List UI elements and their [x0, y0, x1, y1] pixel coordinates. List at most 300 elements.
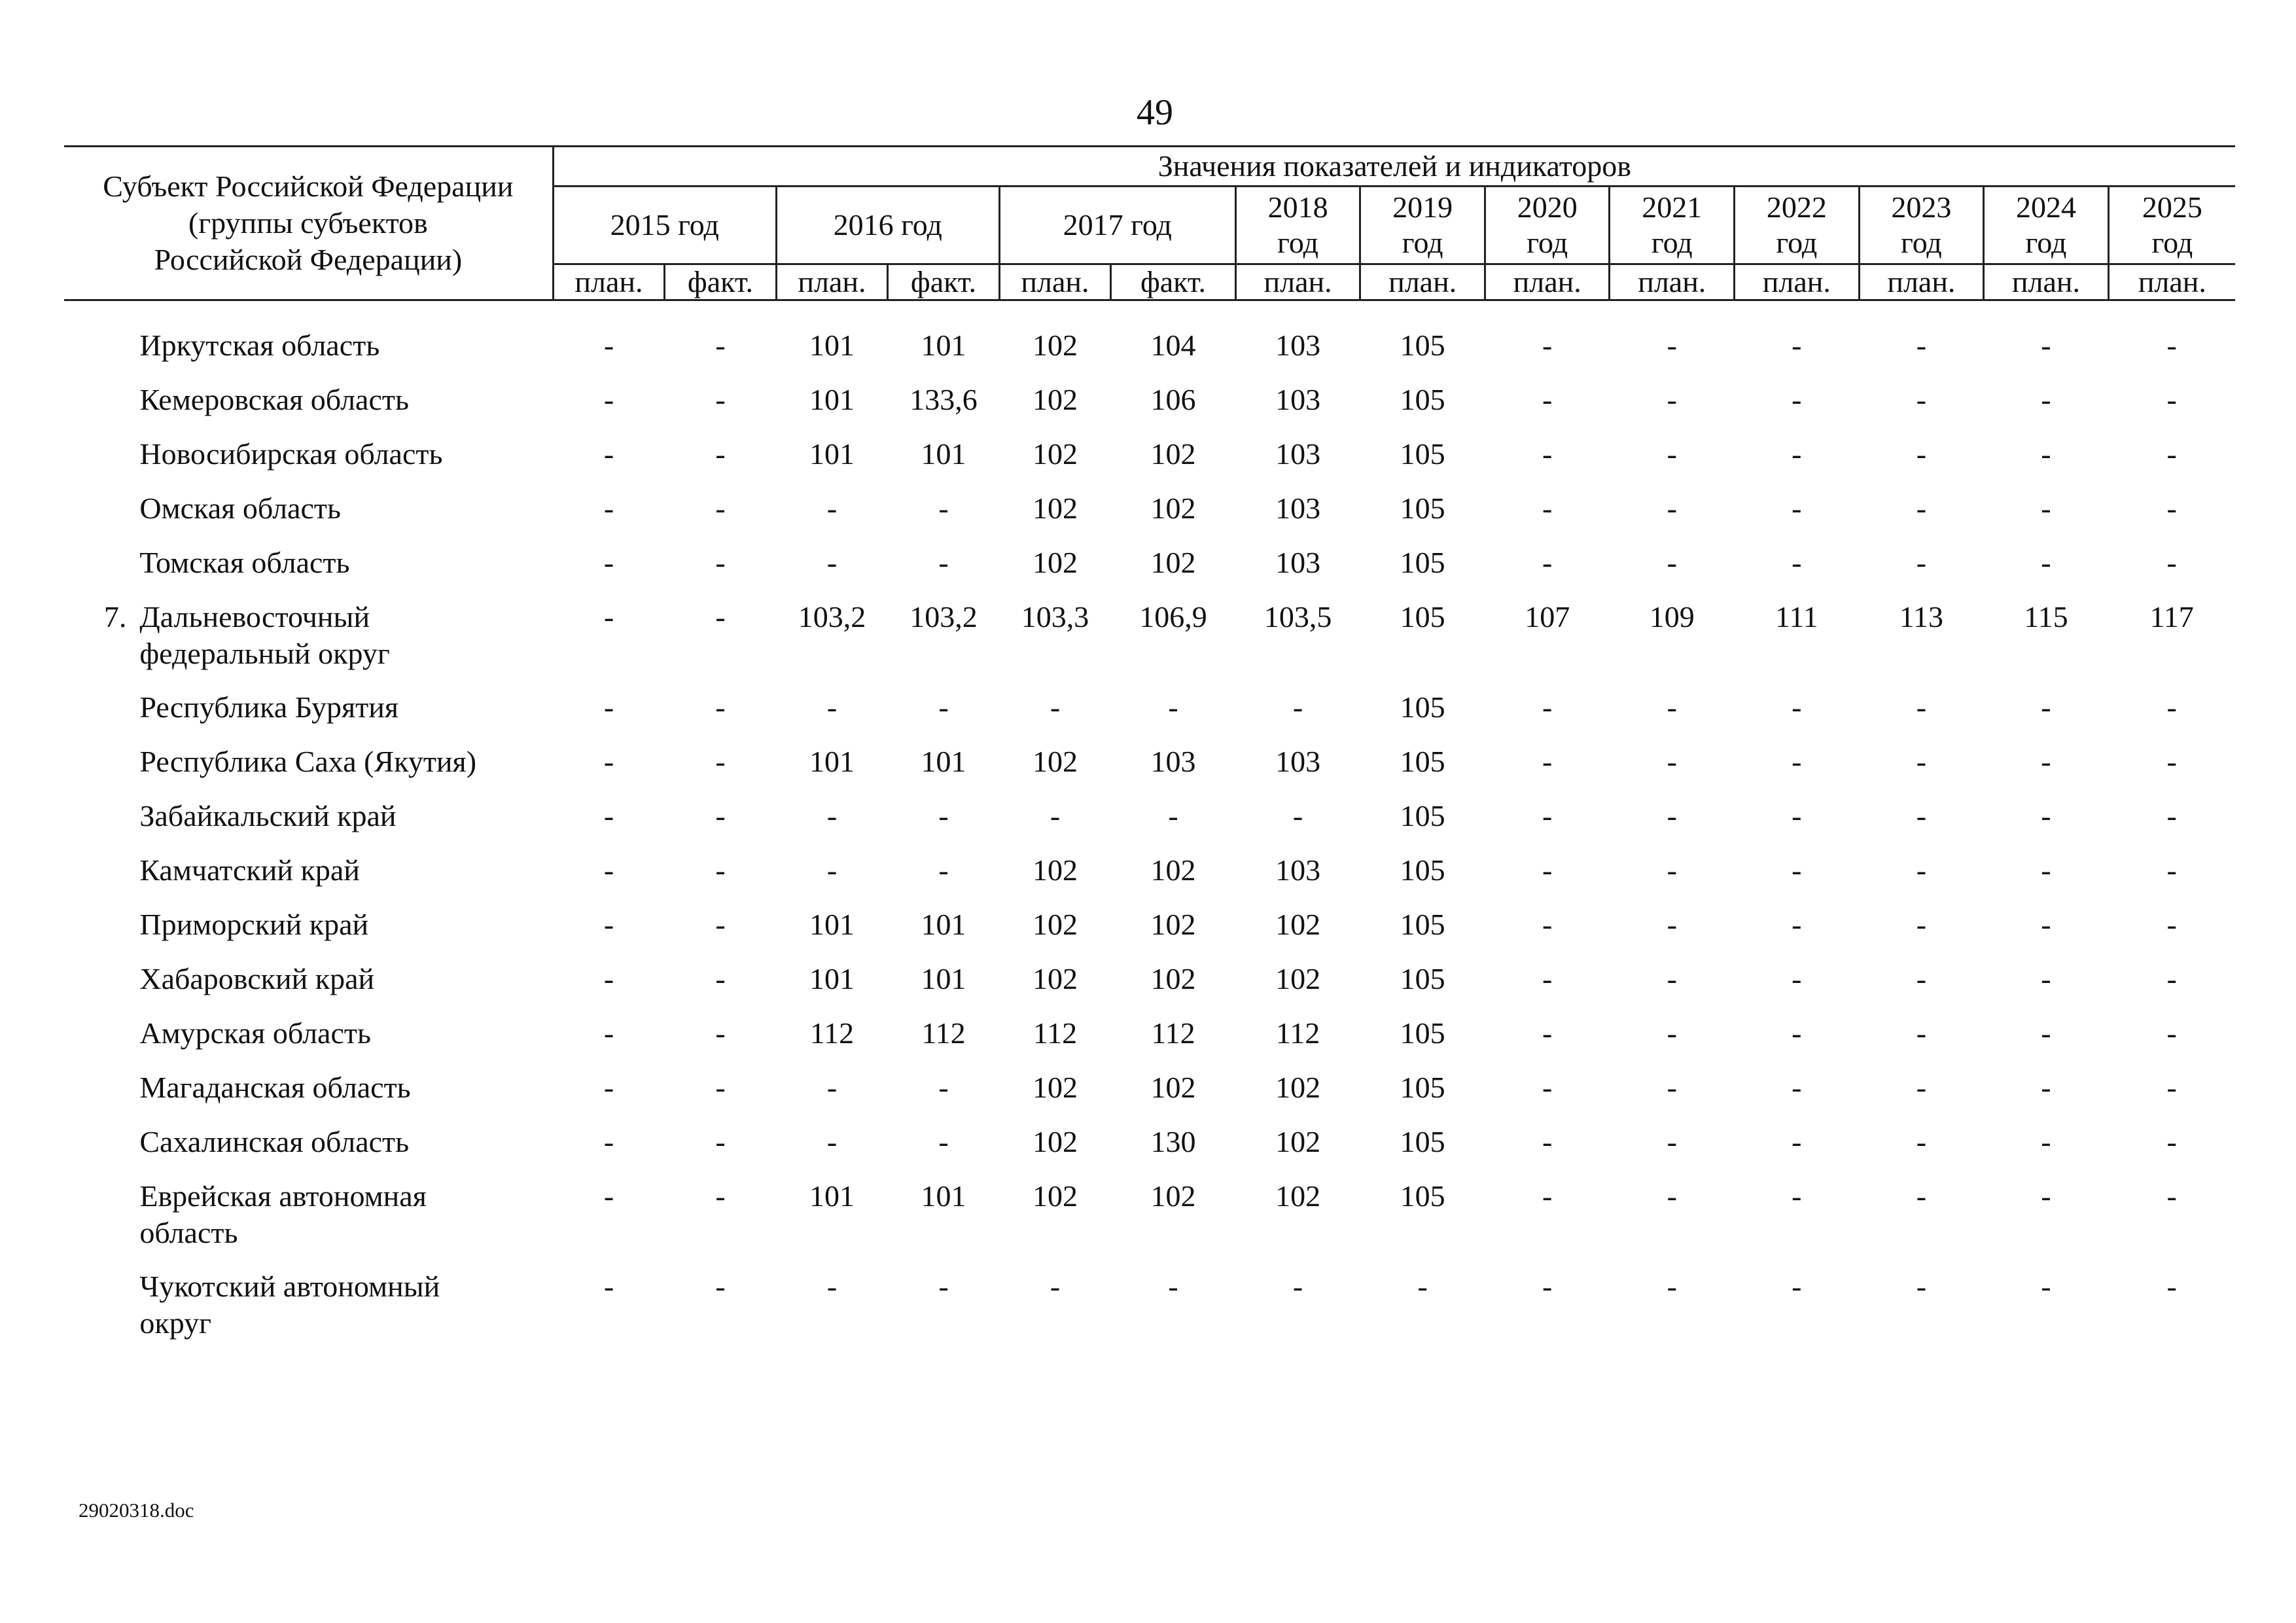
subheader-cell: план.: [1360, 264, 1485, 300]
value-cell: -: [603, 546, 614, 579]
subheader-cell: факт.: [665, 264, 777, 300]
value-cell: -: [1542, 1071, 1553, 1104]
value-cell: 102: [1275, 1179, 1321, 1213]
value-cell: 105: [1400, 745, 1445, 778]
indicators-group-header: Значения показателей и индикаторов: [553, 147, 2235, 187]
value-cell: -: [715, 690, 726, 724]
table-row: [64, 852, 2235, 906]
row-number: [64, 1069, 139, 1124]
value-cell: -: [2166, 1125, 2177, 1158]
value-cell: 115: [2024, 600, 2068, 633]
value-cell: 105: [1400, 491, 1445, 525]
value-cell: 102: [1150, 853, 1196, 887]
row-number: [64, 906, 139, 961]
value-cell: -: [938, 1125, 949, 1158]
value-cell: 101: [809, 329, 855, 362]
value-cell: -: [1667, 1016, 1677, 1050]
value-cell: -: [938, 546, 949, 579]
value-cell: 105: [1400, 962, 1445, 995]
table-row: [64, 599, 2235, 689]
subject-column-header: [64, 147, 553, 300]
value-cell: -: [603, 329, 614, 362]
year-header-2015: 2015 год: [553, 187, 776, 264]
value-cell: -: [2041, 1016, 2051, 1050]
row-number: [64, 743, 139, 798]
region-name: [139, 1178, 553, 1268]
value-cell: -: [2166, 437, 2177, 471]
value-cell: -: [715, 1125, 726, 1158]
value-cell: 112: [1033, 1016, 1078, 1050]
value-cell: -: [1667, 1270, 1677, 1303]
year-header-2016: 2016 год: [776, 187, 999, 264]
value-cell: 103,2: [798, 600, 866, 633]
value-cell: 102: [1150, 908, 1196, 941]
value-cell: -: [1792, 1125, 1802, 1158]
value-cell: -: [1916, 853, 1927, 887]
region-name-line-1: Чукотский автономный: [139, 1270, 440, 1303]
value-cell: -: [1667, 853, 1677, 887]
value-cell: -: [715, 1270, 726, 1303]
value-cell: -: [1792, 853, 1802, 887]
value-cell: 105: [1400, 437, 1445, 471]
value-cell: -: [2041, 546, 2051, 579]
value-cell: -: [826, 853, 838, 887]
year-header-2017: 2017 год: [999, 187, 1235, 264]
value-cell: -: [1916, 690, 1927, 724]
value-cell: -: [2166, 853, 2177, 887]
row-number: [64, 544, 139, 599]
value-cell: 101: [921, 962, 966, 995]
value-cell: -: [1417, 1270, 1428, 1303]
value-cell: 130: [1150, 1125, 1196, 1158]
table-row: [64, 382, 2235, 436]
value-cell: -: [1667, 799, 1677, 832]
value-cell: -: [1916, 1125, 1927, 1158]
value-cell: 102: [1275, 908, 1321, 941]
value-cell: 105: [1400, 1125, 1445, 1158]
value-cell: -: [2166, 745, 2177, 778]
value-cell: -: [2166, 329, 2177, 362]
value-cell: 105: [1400, 600, 1445, 633]
table-row: [64, 689, 2235, 743]
value-cell: -: [1542, 329, 1553, 362]
subject-header-line-1: Субъект Российской Федерации: [103, 169, 514, 203]
value-cell: 105: [1400, 690, 1445, 724]
table-header: [64, 145, 2235, 301]
value-cell: 103: [1275, 853, 1321, 887]
value-cell: -: [715, 908, 726, 941]
value-cell: 103,2: [910, 600, 978, 633]
subheader-cell: план.: [2108, 264, 2235, 300]
value-cell: 104: [1150, 329, 1196, 362]
value-cell: -: [603, 1270, 614, 1303]
value-cell: 107: [1525, 600, 1570, 633]
value-cell: 105: [1400, 853, 1445, 887]
value-cell: 101: [809, 908, 855, 941]
value-cell: -: [603, 690, 614, 724]
value-cell: -: [2041, 1125, 2051, 1158]
value-cell: -: [603, 745, 614, 778]
value-cell: 102: [1275, 1071, 1321, 1104]
value-cell: 105: [1400, 383, 1445, 416]
subject-header-line-2: (группы субъектов: [188, 206, 428, 240]
value-cell: -: [1542, 546, 1553, 579]
value-cell: -: [603, 437, 614, 471]
value-cell: -: [1667, 962, 1677, 995]
value-cell: 117: [2149, 600, 2194, 633]
value-cell: -: [2041, 908, 2051, 941]
value-cell: -: [715, 962, 726, 995]
value-cell: -: [603, 600, 614, 633]
value-cell: 102: [1032, 962, 1078, 995]
value-cell: -: [603, 383, 614, 416]
value-cell: -: [715, 491, 726, 525]
value-cell: -: [1667, 908, 1677, 941]
region-name: Амурская область: [139, 1016, 371, 1050]
value-cell: -: [715, 437, 726, 471]
value-cell: -: [1542, 437, 1553, 471]
value-cell: -: [2041, 491, 2051, 525]
value-cell: -: [1667, 437, 1677, 471]
value-cell: -: [1168, 1270, 1178, 1303]
value-cell: 103,3: [1021, 600, 1089, 633]
subheader-cell: план.: [1859, 264, 1984, 300]
value-cell: -: [2166, 1071, 2177, 1104]
value-cell: -: [2041, 1270, 2051, 1303]
value-cell: -: [603, 1125, 614, 1158]
subheader-cell: план.: [1235, 264, 1360, 300]
value-cell: -: [603, 1016, 614, 1050]
value-cell: -: [715, 383, 726, 416]
row-number: [64, 798, 139, 852]
row-number: [64, 1178, 139, 1268]
value-cell: 101: [809, 962, 855, 995]
value-cell: 101: [921, 908, 966, 941]
value-cell: 103: [1275, 546, 1321, 579]
value-cell: 105: [1400, 1071, 1445, 1104]
value-cell: -: [826, 546, 838, 579]
subheader-cell: план.: [776, 264, 888, 300]
subject-header-line-3: Российской Федерации): [154, 243, 463, 276]
table-row: [64, 1178, 2235, 1268]
value-cell: 103,5: [1263, 600, 1332, 633]
value-cell: -: [1667, 1179, 1677, 1213]
value-cell: -: [1792, 546, 1802, 579]
value-cell: -: [2041, 1179, 2051, 1213]
value-cell: -: [1050, 690, 1061, 724]
value-cell: -: [2166, 491, 2177, 525]
value-cell: 112: [1275, 1016, 1320, 1050]
region-name: Магаданская область: [139, 1071, 411, 1104]
value-cell: -: [1542, 1016, 1553, 1050]
region-name: Забайкальский край: [139, 799, 397, 832]
value-cell: -: [1667, 690, 1677, 724]
value-cell: -: [603, 962, 614, 995]
row-number: [64, 1268, 139, 1347]
value-cell: -: [715, 1071, 726, 1104]
subheader-cell: план.: [553, 264, 665, 300]
region-name: Кемеровская область: [139, 383, 409, 416]
row-number: [64, 327, 139, 382]
row-number: [64, 436, 139, 490]
value-cell: -: [1916, 383, 1927, 416]
value-cell: -: [1916, 745, 1927, 778]
value-cell: 133,6: [910, 383, 978, 416]
page-number: 49: [1137, 92, 1173, 133]
value-cell: -: [1542, 1270, 1553, 1303]
value-cell: 102: [1032, 853, 1078, 887]
value-cell: -: [2166, 1270, 2177, 1303]
value-cell: -: [1667, 1125, 1677, 1158]
value-cell: 102: [1032, 908, 1078, 941]
region-name-line-2: область: [139, 1216, 238, 1249]
region-name: Республика Саха (Якутия): [139, 745, 477, 778]
value-cell: -: [938, 690, 949, 724]
value-cell: 111: [1775, 600, 1818, 633]
value-cell: -: [1542, 383, 1553, 416]
region-name: Камчатский край: [139, 853, 360, 887]
value-cell: -: [715, 329, 726, 362]
table-row: [64, 436, 2235, 490]
region-name-line-2: федеральный округ: [139, 637, 390, 670]
value-cell: -: [1542, 962, 1553, 995]
value-cell: 112: [921, 1016, 966, 1050]
value-cell: -: [1916, 962, 1927, 995]
value-cell: -: [1916, 329, 1927, 362]
subheader-cell: факт.: [888, 264, 1000, 300]
value-cell: 103: [1275, 491, 1321, 525]
table-row: [64, 1015, 2235, 1069]
value-cell: -: [1542, 853, 1553, 887]
value-cell: -: [1168, 690, 1178, 724]
value-cell: 105: [1400, 546, 1445, 579]
value-cell: 102: [1032, 1125, 1078, 1158]
value-cell: 102: [1150, 437, 1196, 471]
value-cell: 101: [809, 745, 855, 778]
table-body: [64, 327, 2235, 1347]
year-header-2020: 2020 год: [1485, 187, 1610, 264]
region-name-line-1: Дальневосточный: [139, 600, 370, 633]
value-cell: 102: [1032, 1071, 1078, 1104]
value-cell: -: [2041, 745, 2051, 778]
value-cell: 102: [1150, 546, 1196, 579]
year-header-2018: 2018 год: [1235, 187, 1360, 264]
value-cell: -: [2041, 799, 2051, 832]
region-name: Сахалинская область: [139, 1125, 410, 1158]
value-cell: -: [938, 491, 949, 525]
value-cell: -: [2041, 437, 2051, 471]
table-row: [64, 1069, 2235, 1124]
value-cell: -: [2041, 383, 2051, 416]
value-cell: -: [2166, 1179, 2177, 1213]
value-cell: -: [2041, 1071, 2051, 1104]
value-cell: -: [603, 1179, 614, 1213]
value-cell: 102: [1275, 1125, 1321, 1158]
value-cell: 112: [809, 1016, 855, 1050]
region-name: Иркутская область: [139, 329, 380, 362]
value-cell: -: [2041, 962, 2051, 995]
table-row: [64, 743, 2235, 798]
row-number: [64, 1015, 139, 1069]
value-cell: -: [826, 799, 838, 832]
value-cell: 102: [1150, 1179, 1196, 1213]
value-cell: 101: [921, 1179, 966, 1213]
value-cell: -: [1792, 1179, 1802, 1213]
value-cell: 101: [921, 329, 966, 362]
value-cell: 102: [1150, 962, 1196, 995]
value-cell: -: [2166, 1016, 2177, 1050]
value-cell: 105: [1400, 908, 1445, 941]
value-cell: -: [1292, 1270, 1303, 1303]
value-cell: -: [1792, 437, 1802, 471]
table-row: [64, 961, 2235, 1015]
value-cell: -: [603, 491, 614, 525]
value-cell: -: [1916, 1071, 1927, 1104]
value-cell: -: [1792, 329, 1802, 362]
value-cell: -: [1292, 690, 1303, 724]
value-cell: -: [826, 1071, 838, 1104]
value-cell: -: [2041, 690, 2051, 724]
year-header-2024: 2024 год: [1984, 187, 2109, 264]
value-cell: -: [603, 799, 614, 832]
value-cell: -: [1792, 491, 1802, 525]
value-cell: -: [1667, 546, 1677, 579]
value-cell: -: [1792, 962, 1802, 995]
value-cell: 103: [1275, 745, 1321, 778]
region-name: [139, 1268, 553, 1347]
table-row: [64, 1124, 2235, 1178]
table-row: [64, 1268, 2235, 1347]
value-cell: 102: [1032, 329, 1078, 362]
value-cell: -: [2166, 962, 2177, 995]
value-cell: -: [1916, 1016, 1927, 1050]
value-cell: 102: [1150, 1071, 1196, 1104]
value-cell: -: [938, 1071, 949, 1104]
region-name: Республика Бурятия: [139, 690, 399, 724]
value-cell: -: [2041, 329, 2051, 362]
value-cell: -: [1667, 329, 1677, 362]
year-header-2023: 2023 год: [1859, 187, 1984, 264]
value-cell: -: [1916, 1270, 1927, 1303]
value-cell: 102: [1275, 962, 1321, 995]
document-reference: 29020318.doc: [79, 1499, 194, 1522]
table-row: [64, 327, 2235, 382]
value-cell: 101: [809, 1179, 855, 1213]
value-cell: 101: [809, 437, 855, 471]
value-cell: -: [1667, 745, 1677, 778]
value-cell: -: [715, 546, 726, 579]
row-number: [64, 1124, 139, 1178]
value-cell: -: [938, 1270, 949, 1303]
row-number: [64, 490, 139, 544]
value-cell: -: [603, 853, 614, 887]
value-cell: 101: [921, 437, 966, 471]
row-number: [64, 689, 139, 743]
value-cell: 101: [921, 745, 966, 778]
value-cell: -: [715, 1016, 726, 1050]
value-cell: 105: [1400, 329, 1445, 362]
value-cell: -: [1792, 690, 1802, 724]
value-cell: -: [1542, 491, 1553, 525]
region-name: Томская область: [139, 546, 350, 579]
value-cell: -: [1916, 799, 1927, 832]
subheader-cell: план.: [1984, 264, 2109, 300]
value-cell: -: [1792, 745, 1802, 778]
value-cell: 113: [1899, 600, 1944, 633]
year-header-2022: 2022 год: [1735, 187, 1860, 264]
year-header-2019: 2019 год: [1360, 187, 1485, 264]
row-number: [64, 961, 139, 1015]
value-cell: -: [1542, 1179, 1553, 1213]
subheader-cell: план.: [1610, 264, 1735, 300]
value-cell: 101: [809, 383, 855, 416]
value-cell: -: [1050, 799, 1061, 832]
value-cell: -: [2041, 853, 2051, 887]
value-cell: 106: [1150, 383, 1196, 416]
year-header-2021: 2021 год: [1610, 187, 1735, 264]
subheader-cell: план.: [1735, 264, 1860, 300]
row-number: [64, 852, 139, 906]
value-cell: 102: [1032, 1179, 1078, 1213]
region-name-line-2: округ: [139, 1306, 211, 1340]
year-header-2025: 2025 год: [2108, 187, 2235, 264]
value-cell: -: [603, 908, 614, 941]
value-cell: -: [1542, 799, 1553, 832]
value-cell: -: [1667, 1071, 1677, 1104]
value-cell: -: [826, 690, 838, 724]
row-number: [64, 382, 139, 436]
table-row: [64, 544, 2235, 599]
value-cell: 103: [1275, 437, 1321, 471]
value-cell: -: [1542, 745, 1553, 778]
value-cell: -: [715, 853, 726, 887]
region-name: Приморский край: [139, 908, 369, 941]
value-cell: 102: [1150, 491, 1196, 525]
value-cell: 105: [1400, 1016, 1445, 1050]
value-cell: -: [2166, 383, 2177, 416]
value-cell: -: [1667, 383, 1677, 416]
value-cell: -: [1792, 383, 1802, 416]
value-cell: -: [826, 491, 838, 525]
value-cell: -: [1916, 546, 1927, 579]
value-cell: -: [1542, 690, 1553, 724]
value-cell: -: [715, 799, 726, 832]
value-cell: -: [1916, 1179, 1927, 1213]
value-cell: 105: [1400, 1179, 1445, 1213]
value-cell: 103: [1150, 745, 1196, 778]
value-cell: -: [1792, 1016, 1802, 1050]
value-cell: -: [1542, 908, 1553, 941]
region-name: [139, 599, 553, 689]
value-cell: 102: [1032, 546, 1078, 579]
value-cell: -: [1792, 908, 1802, 941]
region-name-line-1: Еврейская автономная: [139, 1179, 427, 1213]
value-cell: -: [938, 799, 949, 832]
value-cell: 112: [1151, 1016, 1195, 1050]
value-cell: -: [1916, 437, 1927, 471]
value-cell: 103: [1275, 383, 1321, 416]
region-name: Новосибирская область: [139, 437, 443, 471]
value-cell: -: [938, 853, 949, 887]
region-name: Хабаровский край: [139, 962, 375, 995]
value-cell: -: [2166, 908, 2177, 941]
value-cell: -: [603, 1071, 614, 1104]
value-cell: 102: [1032, 437, 1078, 471]
value-cell: -: [715, 745, 726, 778]
value-cell: -: [715, 1179, 726, 1213]
value-cell: 109: [1649, 600, 1695, 633]
value-cell: -: [1667, 491, 1677, 525]
